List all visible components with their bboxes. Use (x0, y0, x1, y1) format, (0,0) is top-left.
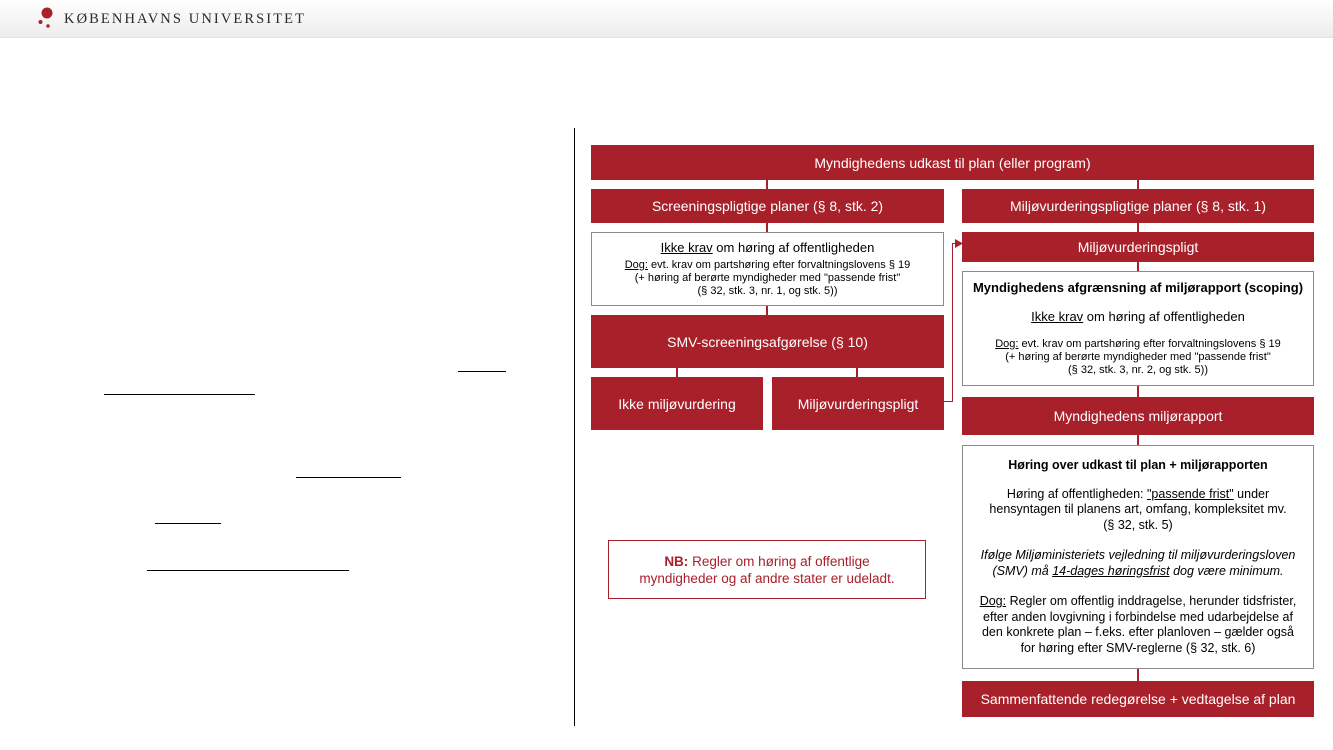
screening-plans-box (591, 189, 944, 223)
plan-draft-label: Myndighedens udkast til plan (eller program) (814, 154, 1091, 171)
scoping-however-line: Dog: evt. krav om partshøring efter forvaltningslovens § 19 (995, 338, 1281, 350)
screening-plans-label: Screeningspligtige planer (§ 8, stk. 2) (651, 198, 884, 214)
no-assessment-label: Ikke miljøvurdering (618, 395, 736, 412)
screening-reference-line: (§ 32, stk. 3, nr. 1, og stk. 5)) (697, 285, 838, 297)
hearing-paragraph-2: Ifølge Miljøministeriets vejledning til miljøvurderingsloven (SMV) må 14-dages høringsfrist dog være minimum. (980, 548, 1296, 578)
screening-decision-box (591, 315, 944, 368)
university-seal-dots-icon (37, 7, 57, 29)
vertical-divider (574, 128, 575, 726)
no-assessment-box (591, 377, 763, 430)
final-label: Sammenfattende redegørelse + vedtagelse af plan (980, 691, 1296, 707)
scoping-no-requirement: Ikke krav om høring af offentligheden (1031, 309, 1245, 324)
connector (856, 368, 858, 377)
connector (766, 306, 768, 315)
screening-however-line: Dog: evt. krav om partshøring efter forvaltningslovens § 19 (624, 259, 911, 271)
screening-hearing-heading: Ikke krav om høring af offentligheden (660, 240, 875, 255)
nb-note-box (608, 540, 926, 599)
connector (676, 368, 678, 377)
connector (952, 243, 953, 402)
connector (1137, 435, 1139, 445)
connector (766, 180, 768, 189)
nb-note-text: NB: Regler om høring af offentlige myndigheder og af andre stater er udeladt. (639, 553, 895, 586)
scoping-authorities-line: (+ høring af berørte myndigheder med "passende frist" (1005, 351, 1271, 363)
connector (1137, 262, 1139, 271)
scoping-box (962, 271, 1314, 386)
connector (1137, 386, 1139, 397)
screening-hearing-box (591, 232, 944, 306)
env-report-box (962, 397, 1314, 435)
connector (1137, 669, 1139, 681)
left-assessment-duty-box (772, 377, 944, 430)
final-box (962, 681, 1314, 717)
left-assessment-duty-label: Miljøvurderingspligt (797, 395, 919, 412)
underline-mark (104, 394, 255, 395)
screening-authorities-line: (+ høring af berørte myndigheder med "passende frist" (634, 272, 901, 284)
underline-mark (147, 570, 349, 571)
hearing-paragraph-1: Høring af offentligheden: "passende frist" under hensyntagen til planens art, omfang, kompleksitet mv. (§ 32, stk. 5) (989, 486, 1287, 532)
scoping-title: Myndighedens afgrænsning af miljørapport (scoping) (972, 280, 1304, 295)
assessment-plans-box (962, 189, 1314, 223)
underline-mark (296, 477, 401, 478)
plan-draft-box (591, 145, 1314, 180)
hearing-box (962, 445, 1314, 669)
header-bar (0, 0, 1333, 38)
connector (766, 223, 768, 232)
scoping-reference-line: (§ 32, stk. 3, nr. 2, og stk. 5)) (1067, 364, 1208, 376)
connector (1137, 223, 1139, 232)
env-report-label: Myndighedens miljørapport (1053, 408, 1223, 424)
right-assessment-duty-label: Miljøvurderingspligt (1077, 239, 1199, 255)
assessment-plans-label: Miljøvurderingspligtige planer (§ 8, stk. 1) (1010, 198, 1266, 214)
connector (1137, 180, 1139, 189)
underline-mark (155, 523, 221, 524)
hearing-title: Høring over udkast til plan + miljørapporten (1008, 458, 1268, 472)
screening-decision-label: SMV-screeningsafgørelse (§ 10) (667, 333, 868, 350)
university-name: KØBENHAVNS UNIVERSITET (64, 11, 307, 27)
underline-mark (458, 371, 506, 372)
hearing-paragraph-3: Dog: Regler om offentlig inddragelse, herunder tidsfrister, efter anden lovgivning i forbindelse med udarbejdelse af den konkrete plan – f.eks. efter planloven – gælder også for høring efter SMV-reglerne (§ 32, stk. 6) (979, 594, 1297, 655)
right-assessment-duty-box (962, 232, 1314, 262)
